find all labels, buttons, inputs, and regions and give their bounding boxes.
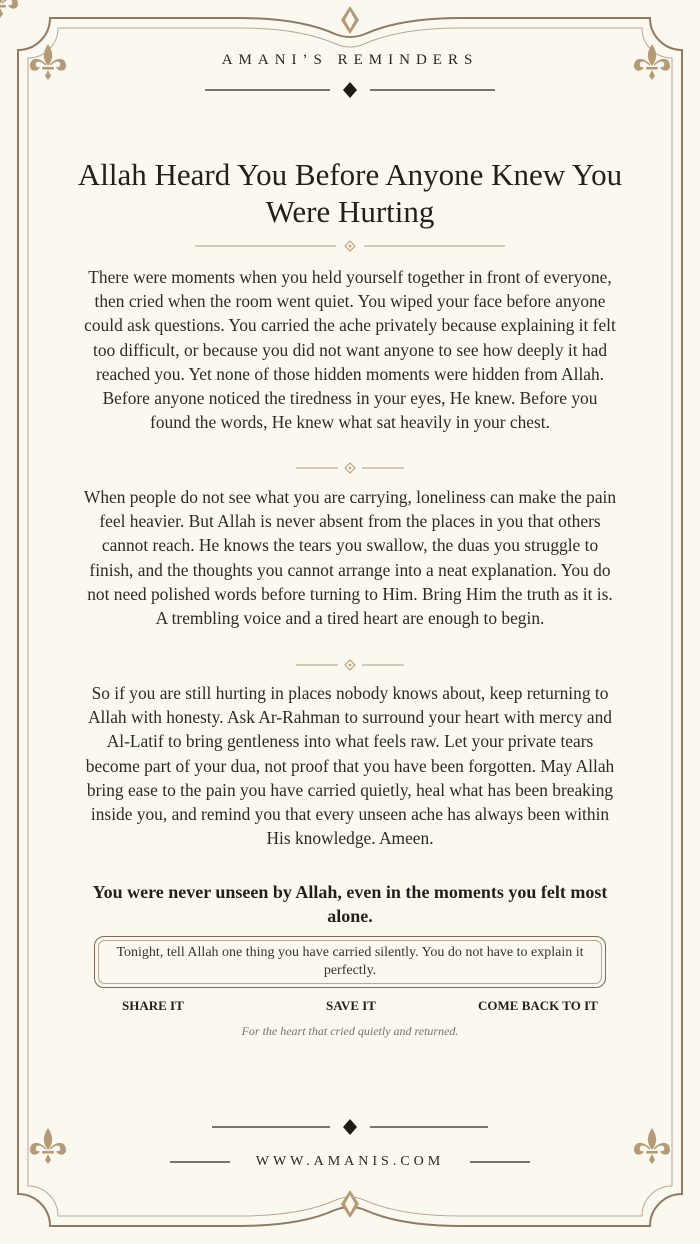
website-link[interactable]: WWW.AMANIS.COM (255, 1154, 445, 1169)
section-divider (296, 660, 404, 670)
page-title: Allah Heard You Before Anyone Knew You Were Hurting (77, 157, 623, 229)
paragraph: So if you are still hurting in places nobody knows about, keep returning to Allah with honesty. Ask Ar-Rahman to surround your heart with mercy and Al-Latif to bring gentleness into what feels raw. Let your private tears become part of your dua, not proof that you have been forgotten. May Allah bring ease to the pain you have carried quietly, heal what has been breaking inside you, and remind you that every unseen ache has always been within His knowledge. Ameen. (85, 683, 615, 849)
diamond-ornament-icon (341, 6, 359, 34)
save-button[interactable]: SAVE IT (326, 998, 376, 1013)
header-divider (205, 82, 495, 98)
reflection-prompt-text: Tonight, tell Allah one thing you have carried silently. You do not have to explain it perfectly. (116, 945, 584, 978)
section-divider (296, 463, 404, 473)
fleur-de-lis-corner-icon (0, 0, 18, 18)
share-button[interactable]: SHARE IT (122, 998, 184, 1013)
paragraph: When people do not see what you are carrying, loneliness can make the pain feel heavier. But Allah is never absent from the places in you that others cannot reach. He knows the tears you swallow, the duas you struggle to finish, and the thoughts you cannot arrange into a neat explanation. You do not need polished words before turning to Him. Bring Him the truth as it is. A trembling voice and a tired heart are enough to begin. (83, 487, 617, 629)
tagline: For the heart that cried quietly and returned. (241, 1024, 459, 1038)
brand-name: AMANI’S REMINDERS (221, 52, 479, 68)
title-divider (195, 241, 505, 251)
closing-statement: You were never unseen by Allah, even in the moments you felt most alone. (92, 882, 608, 926)
paragraph: There were moments when you held yourself together in front of everyone, then cried when the room went quiet. You wiped your face before anyone could ask questions. You carried the ache privately because explaining it felt too difficult, or because you did not want anyone to see how deeply it had reached you. Yet none of those hidden moments were hidden from Allah. Before anyone noticed the tiredness in your eyes, He knew. Before you found the words, He knew what sat heavily in your chest. (84, 267, 616, 433)
come-back-button[interactable]: COME BACK TO IT (478, 998, 598, 1013)
diamond-ornament-icon (341, 1190, 359, 1218)
reflection-prompt-box (94, 936, 606, 988)
